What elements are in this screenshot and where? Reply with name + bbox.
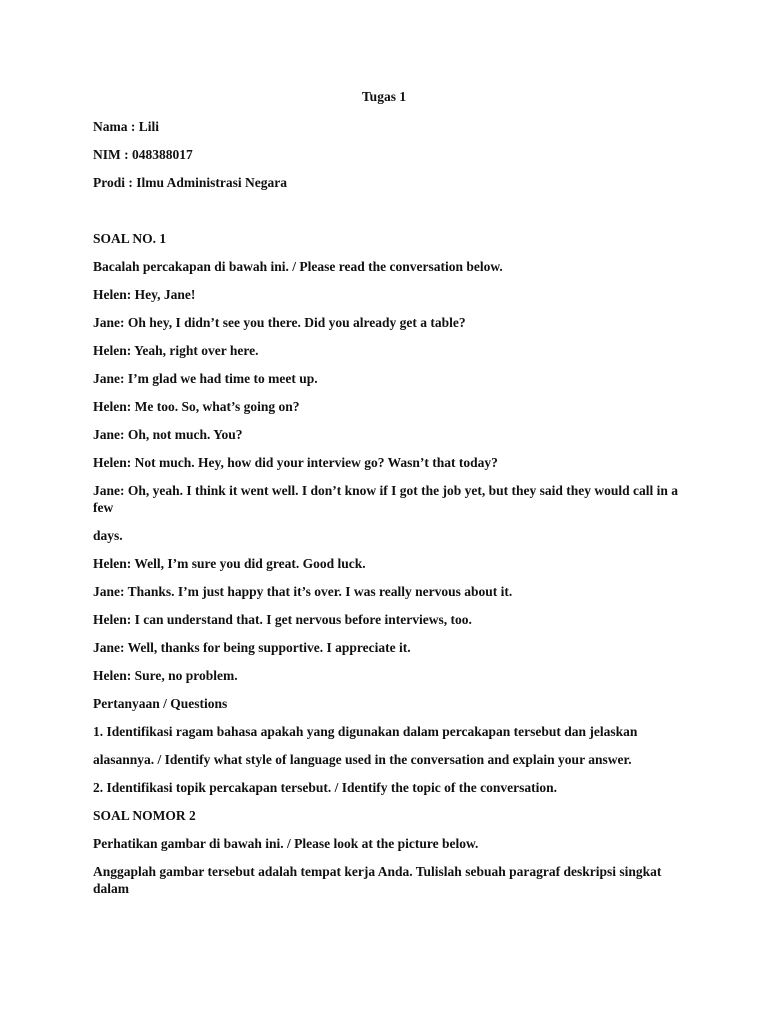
dialogue-line: Helen: Me too. So, what’s going on? — [93, 399, 300, 414]
dialogue-line: Jane: Oh, not much. You? — [93, 427, 243, 442]
question-item: alasannya. / Identify what style of language used in the conversation and explain your answer. — [93, 752, 632, 767]
dialogue-line: Helen: Well, I’m sure you did great. Good luck. — [93, 556, 366, 571]
question-item: 2. Identifikasi topik percakapan tersebut. / Identify the topic of the conversation. — [93, 780, 558, 795]
dialogue-line: Jane: Oh hey, I didn’t see you there. Did you already get a table? — [93, 315, 466, 330]
soal2-heading: SOAL NOMOR 2 — [93, 808, 196, 823]
student-nim: NIM : 048388017 — [93, 147, 193, 162]
student-name: Nama : Lili — [93, 119, 159, 134]
soal2-line: Perhatikan gambar di bawah ini. / Please look at the picture below. — [93, 836, 479, 851]
dialogue-line: Jane: Well, thanks for being supportive. I appreciate it. — [93, 640, 411, 655]
document-title: Tugas 1 — [361, 89, 407, 104]
dialogue-line: Helen: I can understand that. I get nervous before interviews, too. — [93, 612, 472, 627]
question-item: 1. Identifikasi ragam bahasa apakah yang digunakan dalam percakapan tersebut dan jelaskan — [93, 724, 638, 739]
dialogue-line: Helen: Not much. Hey, how did your interview go? Wasn’t that today? — [93, 455, 498, 470]
dialogue-line: Helen: Hey, Jane! — [93, 287, 196, 302]
soal1-intro: Bacalah percakapan di bawah ini. / Please read the conversation below. — [93, 259, 503, 274]
dialogue-line: Helen: Sure, no problem. — [93, 668, 238, 683]
spacer — [93, 202, 683, 230]
soal2-line: Anggaplah gambar tersebut adalah tempat kerja Anda. Tulislah sebuah paragraf deskripsi singkat dalam — [93, 864, 662, 896]
student-prodi: Prodi : Ilmu Administrasi Negara — [93, 175, 288, 190]
dialogue-line: days. — [93, 528, 123, 543]
dialogue-line: Jane: I’m glad we had time to meet up. — [93, 371, 318, 386]
dialogue-line: Jane: Thanks. I’m just happy that it’s over. I was really nervous about it. — [93, 584, 513, 599]
dialogue-line: Helen: Yeah, right over here. — [93, 343, 259, 358]
document-body — [93, 118, 683, 908]
dialogue-line: Jane: Oh, yeah. I think it went well. I don’t know if I got the job yet, but they said they would call in a few — [93, 483, 679, 515]
soal1-heading: SOAL NO. 1 — [93, 231, 167, 246]
questions-heading: Pertanyaan / Questions — [93, 696, 228, 711]
